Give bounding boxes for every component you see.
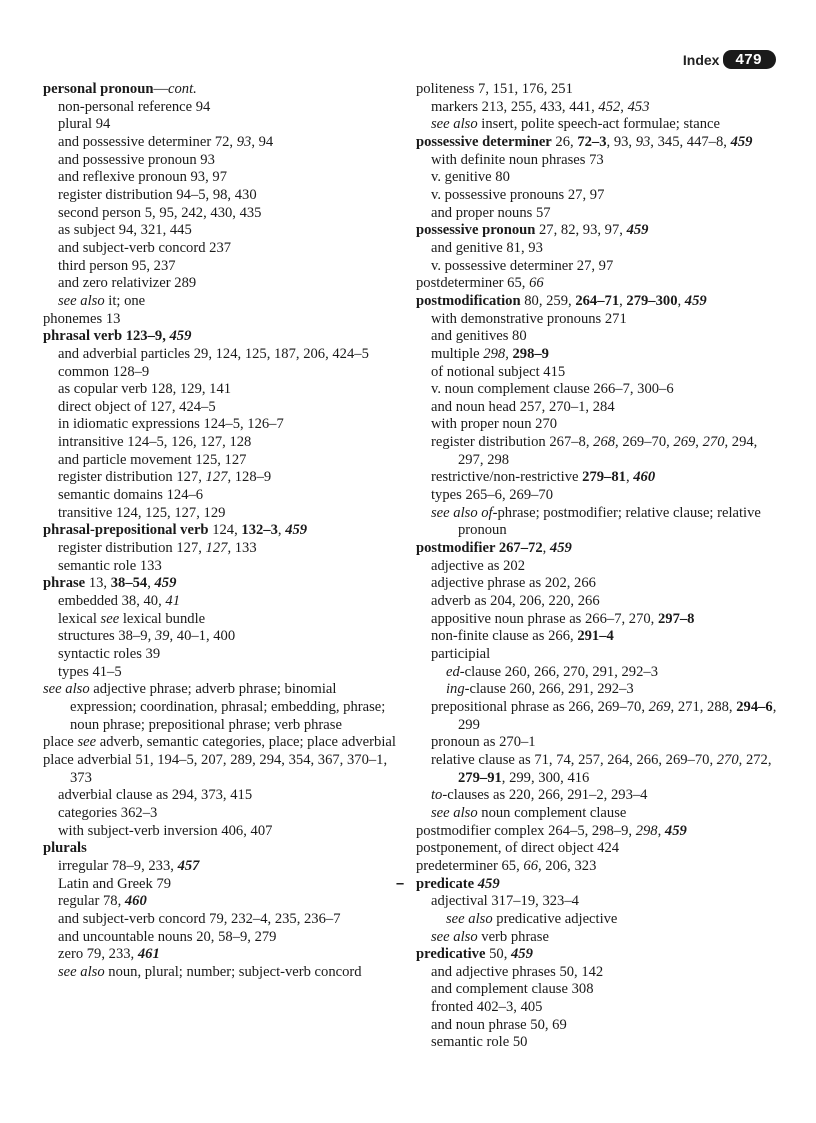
entry-text: prepositional phrase as 266, 269–70, bbox=[431, 698, 649, 715]
entry-text: v. possessive determiner 27, 97 bbox=[431, 257, 614, 274]
entry-text: and genitives 80 bbox=[431, 328, 527, 345]
italic-text: 127 bbox=[205, 469, 228, 486]
entry-text: types 41–5 bbox=[58, 663, 122, 680]
entry-text: non-finite clause as 266, bbox=[431, 628, 578, 645]
italic-text: 298 bbox=[635, 822, 658, 839]
index-entry bbox=[416, 275, 786, 293]
index-subentry bbox=[43, 858, 403, 876]
entry-text: postdeterminer 65, bbox=[416, 275, 530, 292]
entry-text: , bbox=[619, 292, 627, 309]
italic-text: 93 bbox=[236, 133, 252, 150]
entry-text: semantic role 50 bbox=[431, 1034, 528, 1051]
italic-text: 66 bbox=[529, 275, 544, 292]
index-entry bbox=[416, 134, 786, 152]
definition-page-ref: 460 bbox=[124, 893, 147, 910]
index-subentry bbox=[43, 293, 403, 311]
entry-text: postmodifier complex 264–5, 298–9, bbox=[416, 822, 636, 839]
entry-text: place bbox=[43, 734, 78, 751]
entry-text: 124, bbox=[208, 522, 242, 539]
index-subentry bbox=[43, 505, 403, 523]
italic-text: ing bbox=[446, 681, 465, 698]
page-number-badge: 479 bbox=[723, 50, 776, 69]
index-entry bbox=[43, 311, 403, 329]
index-subentry bbox=[416, 664, 786, 682]
entry-text: -phrase; postmodifier; relative clause; relative pronoun bbox=[458, 504, 761, 539]
entry-text: -clause 260, 266, 291, 292–3 bbox=[464, 681, 634, 698]
entry-text: — bbox=[153, 81, 169, 97]
entry-text: and subject-verb concord 79, 232–4, 235, 236–7 bbox=[58, 910, 341, 927]
entry-text: , 93, bbox=[606, 133, 636, 150]
bold-page-ref: 294–6 bbox=[736, 698, 773, 715]
definition-page-ref: 459 bbox=[664, 822, 687, 839]
index-subentry bbox=[416, 469, 786, 487]
index-subentry bbox=[416, 434, 786, 469]
index-subentry bbox=[416, 311, 786, 329]
entry-text: lexical bundle bbox=[119, 610, 206, 627]
index-subentry bbox=[416, 752, 786, 787]
definition-page-ref: 459 bbox=[549, 540, 572, 557]
index-subentry bbox=[416, 929, 786, 947]
index-subentry bbox=[416, 911, 786, 929]
entry-text: semantic domains 124–6 bbox=[58, 487, 204, 504]
index-subentry bbox=[416, 416, 786, 434]
index-subentry bbox=[416, 628, 786, 646]
entry-text: participial bbox=[431, 646, 491, 662]
italic-text: cont. bbox=[168, 81, 197, 97]
italic-text: see also bbox=[431, 928, 478, 945]
entry-text: , bbox=[505, 345, 513, 362]
index-subentry bbox=[43, 611, 403, 629]
entry-text: , 269–70, bbox=[615, 434, 674, 451]
italic-text: 269 bbox=[648, 698, 671, 715]
entry-text: structures 38–9, bbox=[58, 628, 155, 645]
index-subentry bbox=[43, 222, 403, 240]
index-subentry bbox=[43, 805, 403, 823]
entry-text: in idiomatic expressions 124–5, 126–7 bbox=[58, 416, 284, 433]
italic-text: ed bbox=[446, 663, 460, 680]
index-entry bbox=[43, 328, 403, 346]
definition-page-ref: 459 bbox=[511, 946, 533, 963]
index-entry bbox=[43, 734, 403, 752]
entry-text: , 206, 323 bbox=[537, 857, 597, 874]
index-subentry bbox=[416, 240, 786, 258]
entry-text: irregular 78–9, 233, bbox=[58, 857, 178, 874]
entry-text: register distribution 127, bbox=[58, 540, 206, 557]
entry-text: adjectival 317–19, 323–4 bbox=[431, 893, 579, 910]
entry-text: place adverbial 51, 194–5, 207, 289, 294, 354, 367, 370–1, 373 bbox=[43, 751, 388, 786]
entry-text: zero 79, 233, bbox=[58, 946, 138, 963]
index-subentry bbox=[43, 364, 403, 382]
entry-text: -clause 260, 266, 270, 291, 292–3 bbox=[459, 663, 658, 680]
entry-text: insert, polite speech-act formulae; stance bbox=[477, 116, 720, 133]
entry-text: of notional subject 415 bbox=[431, 363, 566, 380]
index-entry bbox=[43, 81, 403, 99]
index-subentry bbox=[416, 364, 786, 382]
entry-text: noun, plural; number; subject-verb concord bbox=[104, 963, 362, 980]
bold-page-ref: 298–9 bbox=[512, 345, 549, 362]
entry-text: v. possessive pronouns 27, 97 bbox=[431, 186, 605, 203]
italic-text: 268 bbox=[593, 434, 616, 451]
entry-text: , bbox=[277, 522, 286, 539]
index-subentry bbox=[43, 664, 403, 682]
entry-text: and possessive pronoun 93 bbox=[58, 151, 215, 168]
entry-text: , 133 bbox=[227, 540, 257, 557]
entry-text: non-personal reference 94 bbox=[58, 98, 211, 115]
index-subentry bbox=[416, 999, 786, 1017]
entry-text: adverb as 204, 206, 220, 266 bbox=[431, 593, 600, 610]
index-subentry bbox=[43, 381, 403, 399]
entry-text: direct object of 127, 424–5 bbox=[58, 398, 216, 415]
entry-text: adjective as 202 bbox=[431, 557, 526, 574]
italic-text: see also bbox=[431, 116, 478, 133]
definition-page-ref: 459 bbox=[626, 222, 649, 239]
entry-text: plural 94 bbox=[58, 116, 111, 133]
index-subentry bbox=[43, 558, 403, 576]
index-subentry bbox=[416, 487, 786, 505]
index-subentry bbox=[416, 99, 786, 117]
entry-text: and adverbial particles 29, 124, 125, 187, 206, 424–5 bbox=[58, 345, 369, 362]
index-subentry bbox=[43, 964, 403, 982]
entry-text: markers 213, 255, 433, 441, bbox=[431, 98, 599, 115]
entry-text: 80, 259, bbox=[520, 292, 576, 309]
entry-text: verb phrase bbox=[477, 928, 549, 945]
entry-text: with demonstrative pronouns 271 bbox=[431, 310, 627, 327]
entry-text: and noun phrase 50, 69 bbox=[431, 1016, 567, 1033]
index-entry bbox=[416, 858, 786, 876]
bold-page-ref: 123–9, bbox=[122, 328, 170, 345]
italic-text: 270 bbox=[702, 434, 725, 451]
entry-text: adverb, semantic categories, place; place adverbial bbox=[96, 734, 396, 751]
index-entry bbox=[416, 540, 786, 558]
index-subentry bbox=[416, 787, 786, 805]
bold-page-ref: 38–54 bbox=[110, 575, 148, 592]
entry-text: relative clause as 71, 74, 257, 264, 266, 269–70, bbox=[431, 751, 717, 768]
index-entry bbox=[43, 522, 403, 540]
entry-text: and possessive determiner 72, bbox=[58, 133, 237, 150]
index-subentry bbox=[416, 699, 786, 734]
entry-text: adjective phrase as 202, 266 bbox=[431, 575, 596, 592]
index-subentry bbox=[43, 116, 403, 134]
index-entry bbox=[43, 840, 403, 858]
italic-text: 270 bbox=[716, 751, 739, 768]
italic-text: see also bbox=[446, 910, 493, 927]
entry-text: , 345, 447–8, bbox=[650, 133, 731, 150]
entry-text: second person 5, 95, 242, 430, 435 bbox=[58, 204, 262, 221]
italic-text: see also bbox=[431, 804, 478, 821]
index-subentry bbox=[416, 205, 786, 223]
definition-page-ref: 459 bbox=[477, 875, 500, 892]
entry-text: adverbial clause as 294, 373, 415 bbox=[58, 787, 253, 804]
index-subentry bbox=[416, 611, 786, 629]
entry-headword: possessive determiner bbox=[416, 133, 552, 150]
index-column-right bbox=[396, 81, 786, 1052]
entry-text: , 299, 300, 416 bbox=[501, 769, 590, 786]
entry-text: , bbox=[620, 98, 628, 115]
index-entry bbox=[416, 840, 786, 858]
italic-text: 39 bbox=[154, 628, 170, 645]
italic-text: 93 bbox=[635, 133, 651, 150]
entry-headword: postmodification bbox=[416, 292, 521, 309]
definition-page-ref: 459 bbox=[285, 522, 308, 539]
entry-headword: possessive pronoun bbox=[416, 222, 536, 239]
entry-text: and reflexive pronoun 93, 97 bbox=[58, 169, 227, 186]
italic-text: 66 bbox=[523, 857, 538, 874]
index-subentry bbox=[43, 169, 403, 187]
index-subentry bbox=[416, 381, 786, 399]
entry-text: and zero relativizer 289 bbox=[58, 275, 197, 292]
entry-text: predicative adjective bbox=[492, 910, 618, 927]
index-subentry bbox=[43, 893, 403, 911]
entry-text: v. genitive 80 bbox=[431, 169, 510, 186]
index-subentry bbox=[43, 452, 403, 470]
index-entry bbox=[43, 752, 403, 787]
index-subentry bbox=[43, 99, 403, 117]
entry-text: , 271, 288, bbox=[670, 698, 737, 715]
definition-page-ref: 461 bbox=[137, 946, 160, 963]
index-subentry bbox=[43, 646, 403, 664]
entry-text: , bbox=[695, 434, 703, 451]
entry-text: , 299 bbox=[458, 698, 777, 733]
entry-text: lexical bbox=[58, 610, 101, 627]
entry-text: with subject-verb inversion 406, 407 bbox=[58, 822, 273, 839]
entry-text: 27, 82, 93, 97, bbox=[535, 222, 627, 239]
italic-text: see also bbox=[58, 963, 105, 980]
index-subentry bbox=[416, 575, 786, 593]
index-subentry bbox=[416, 964, 786, 982]
index-subentry bbox=[43, 399, 403, 417]
entry-text: , 294, 297, 298 bbox=[458, 434, 758, 468]
entry-text: predeterminer 65, bbox=[416, 857, 524, 874]
entry-text: politeness 7, 151, 176, 251 bbox=[416, 81, 573, 97]
entry-headword: personal pronoun bbox=[43, 81, 154, 97]
index-subentry bbox=[43, 258, 403, 276]
index-subentry bbox=[416, 346, 786, 364]
definition-page-ref: 459 bbox=[730, 133, 753, 150]
entry-text: appositive noun phrase as 266–7, 270, bbox=[431, 610, 658, 627]
index-subentry bbox=[416, 187, 786, 205]
definition-page-ref: 457 bbox=[177, 857, 200, 874]
entry-text: postponement, of direct object 424 bbox=[416, 840, 620, 857]
index-subentry bbox=[43, 346, 403, 364]
italic-text: 127 bbox=[205, 540, 228, 557]
entry-headword: postmodifier bbox=[416, 540, 496, 557]
entry-headword: plurals bbox=[43, 840, 87, 857]
margin-dash-mark: – bbox=[396, 875, 405, 892]
index-subentry bbox=[43, 275, 403, 293]
entry-text: v. noun complement clause 266–7, 300–6 bbox=[431, 381, 674, 398]
definition-page-ref: 459 bbox=[154, 575, 177, 592]
entry-text: syntactic roles 39 bbox=[58, 646, 161, 662]
index-subentry bbox=[416, 681, 786, 699]
entry-text: , bbox=[625, 469, 634, 486]
italic-text: see bbox=[77, 734, 97, 751]
italic-text: 452 bbox=[598, 98, 621, 115]
entry-text: adjective phrase; adverb phrase; binomial expression; coordination, phrasal; embedding, phrase; noun phrase; prepositional phrase; verb phrase bbox=[70, 681, 386, 733]
italic-text: see bbox=[100, 610, 120, 627]
italic-text: see also bbox=[58, 292, 105, 309]
index-subentry bbox=[43, 416, 403, 434]
entry-text: categories 362–3 bbox=[58, 804, 158, 821]
italic-text: 453 bbox=[627, 98, 650, 115]
italic-text: 298 bbox=[483, 345, 506, 362]
index-subentry bbox=[416, 1017, 786, 1035]
index-subentry bbox=[43, 911, 403, 929]
entry-text: as subject 94, 321, 445 bbox=[58, 222, 192, 239]
entry-text: and genitive 81, 93 bbox=[431, 239, 543, 256]
entry-text: noun complement clause bbox=[477, 804, 627, 821]
entry-text: pronoun as 270–1 bbox=[431, 734, 536, 751]
entry-text: transitive 124, 125, 127, 129 bbox=[58, 504, 226, 521]
index-subentry bbox=[43, 487, 403, 505]
entry-text: restrictive/non-restrictive bbox=[431, 469, 583, 486]
entry-headword: phrasal-prepositional verb bbox=[43, 522, 209, 539]
entry-text: and particle movement 125, 127 bbox=[58, 451, 247, 468]
bold-page-ref: 297–8 bbox=[657, 610, 695, 627]
entry-text: third person 95, 237 bbox=[58, 257, 176, 274]
definition-page-ref: 459 bbox=[684, 292, 707, 309]
entry-headword: phrasal verb bbox=[43, 328, 123, 345]
bold-page-ref: 279–300 bbox=[626, 292, 678, 309]
entry-text: , bbox=[147, 575, 155, 592]
entry-text: 50, bbox=[485, 946, 511, 963]
entry-text: common 128–9 bbox=[58, 363, 150, 380]
index-entry bbox=[416, 293, 786, 311]
index-subentry bbox=[43, 205, 403, 223]
entry-text: register distribution 267–8, bbox=[431, 434, 594, 451]
bold-page-ref: 264–71 bbox=[575, 292, 620, 309]
bold-page-ref: 279–81 bbox=[582, 469, 626, 486]
index-subentry bbox=[43, 469, 403, 487]
entry-text: , bbox=[677, 292, 685, 309]
entry-text: regular 78, bbox=[58, 893, 125, 910]
index-entry bbox=[43, 681, 403, 734]
index-subentry bbox=[416, 152, 786, 170]
index-subentry bbox=[43, 946, 403, 964]
entry-headword: predicate bbox=[416, 875, 475, 892]
index-subentry bbox=[43, 823, 403, 841]
entry-text: and uncountable nouns 20, 58–9, 279 bbox=[58, 928, 277, 945]
entry-text: and proper nouns 57 bbox=[431, 204, 551, 221]
definition-page-ref: 460 bbox=[633, 469, 656, 486]
entry-text: multiple bbox=[431, 345, 484, 362]
entry-text: and adjective phrases 50, 142 bbox=[431, 963, 604, 980]
header-section-title: Index bbox=[682, 51, 720, 68]
index-subentry bbox=[43, 929, 403, 947]
index-subentry bbox=[416, 258, 786, 276]
bold-page-ref: 279–91 bbox=[458, 769, 502, 786]
index-entry bbox=[416, 823, 786, 841]
bold-page-ref: 72–3 bbox=[577, 133, 607, 150]
index-column-left bbox=[43, 81, 403, 981]
italic-text: 269 bbox=[673, 434, 696, 451]
index-subentry bbox=[43, 240, 403, 258]
index-subentry bbox=[43, 593, 403, 611]
italic-text: see also bbox=[43, 681, 90, 698]
index-subentry bbox=[43, 434, 403, 452]
entry-text: as copular verb 128, 129, 141 bbox=[58, 381, 232, 398]
index-subentry bbox=[43, 628, 403, 646]
entry-text: , bbox=[657, 822, 665, 839]
entry-text: , 40–1, 400 bbox=[169, 628, 236, 645]
index-subentry bbox=[416, 646, 786, 664]
index-subentry bbox=[416, 558, 786, 576]
bold-page-ref: 291–4 bbox=[577, 628, 614, 645]
entry-text: , 128–9 bbox=[227, 469, 272, 486]
entry-text: Latin and Greek 79 bbox=[58, 875, 172, 892]
index-entry bbox=[416, 222, 786, 240]
entry-text: with proper noun 270 bbox=[431, 416, 558, 433]
bold-page-ref: 132–3 bbox=[241, 522, 278, 539]
italic-text: 41 bbox=[165, 593, 180, 610]
entry-text: register distribution 127, bbox=[58, 469, 206, 486]
entry-headword: predicative bbox=[416, 946, 486, 963]
entry-text: 26, bbox=[551, 133, 578, 150]
index-subentry bbox=[416, 1034, 786, 1052]
entry-text: , 94 bbox=[251, 133, 274, 150]
index-subentry bbox=[416, 593, 786, 611]
index-entry bbox=[416, 946, 786, 964]
entry-text: fronted 402–3, 405 bbox=[431, 999, 543, 1016]
index-subentry bbox=[416, 328, 786, 346]
index-subentry bbox=[43, 152, 403, 170]
entry-text: and complement clause 308 bbox=[431, 981, 594, 998]
index-subentry bbox=[43, 540, 403, 558]
index-subentry bbox=[416, 399, 786, 417]
italic-text: to bbox=[431, 787, 443, 804]
definition-page-ref: 459 bbox=[169, 328, 192, 345]
index-subentry bbox=[43, 876, 403, 894]
entry-text: and noun head 257, 270–1, 284 bbox=[431, 398, 615, 415]
running-header bbox=[683, 50, 776, 69]
index-subentry bbox=[416, 116, 786, 134]
entry-text: it; one bbox=[104, 292, 146, 309]
entry-text: types 265–6, 269–70 bbox=[431, 487, 554, 504]
entry-text: and subject-verb concord 237 bbox=[58, 239, 232, 256]
index-subentry bbox=[416, 505, 786, 540]
index-entry bbox=[43, 575, 403, 593]
entry-text: , 272, bbox=[738, 751, 772, 768]
entry-text: register distribution 94–5, 98, 430 bbox=[58, 186, 257, 203]
entry-text: 13, bbox=[85, 575, 111, 592]
index-subentry bbox=[416, 169, 786, 187]
index-subentry bbox=[416, 734, 786, 752]
entry-text: intransitive 124–5, 126, 127, 128 bbox=[58, 434, 252, 451]
entry-text: embedded 38, 40, bbox=[58, 593, 166, 610]
entry-headword: phrase bbox=[43, 575, 86, 592]
entry-text: semantic role 133 bbox=[58, 557, 162, 574]
index-subentry bbox=[416, 981, 786, 999]
index-entry bbox=[416, 81, 786, 99]
italic-text: see also of bbox=[431, 504, 493, 521]
index-subentry bbox=[43, 187, 403, 205]
index-subentry bbox=[416, 893, 786, 911]
entry-text: with definite noun phrases 73 bbox=[431, 151, 604, 168]
entry-text: , bbox=[542, 540, 550, 557]
entry-text: phonemes 13 bbox=[43, 310, 121, 327]
bold-page-ref: 267–72 bbox=[495, 540, 543, 557]
index-subentry bbox=[43, 787, 403, 805]
index-entry bbox=[396, 875, 786, 894]
index-subentry bbox=[43, 134, 403, 152]
entry-text: -clauses as 220, 266, 291–2, 293–4 bbox=[442, 787, 648, 804]
index-subentry bbox=[416, 805, 786, 823]
